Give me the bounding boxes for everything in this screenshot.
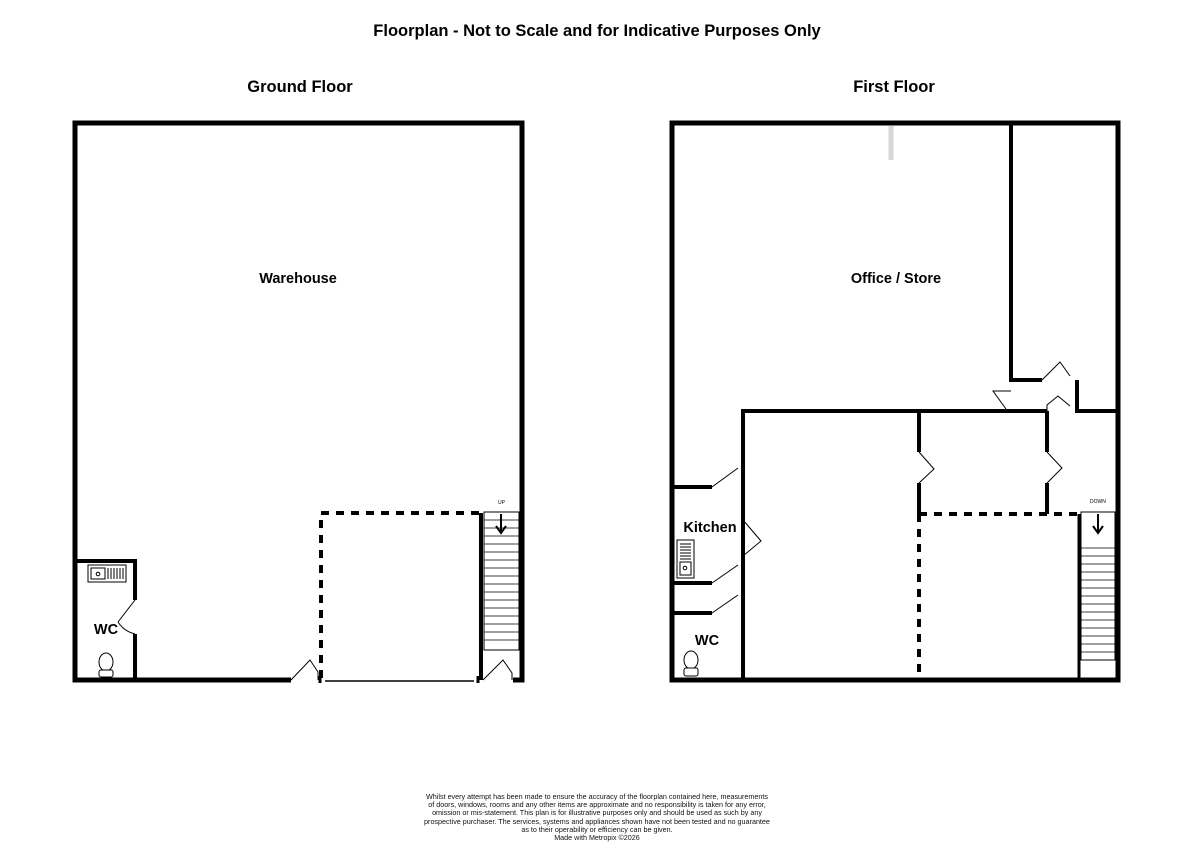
ground-outer-wall [75,123,522,680]
kitchen-label: Kitchen [683,520,737,536]
ground-stair-door [483,660,512,680]
office-store-label: Office / Store [850,271,942,287]
ground-stair [484,512,519,650]
ground-wc-door [118,600,135,634]
ground-floor-heading: Ground Floor [247,78,353,96]
store-wall [1011,123,1042,380]
first-wc-door [712,595,738,613]
ground-stair-label: UP [498,500,505,506]
disclaimer-line: omission or mis-statement. This plan is for illustrative purposes only and should be used as such by any [432,808,762,818]
ground-wc-label: WC [93,622,119,638]
disclaimer-line: prospective purchaser. The services, systems and appliances shown have not been tested and no guarantee [424,816,770,826]
page-title: Floorplan - Not to Scale and for Indicative Purposes Only [373,22,821,40]
ground-sink-icon [88,565,126,582]
disclaimer-line: Made with Metropix ©2026 [554,833,640,843]
disclaimer [347,793,847,842]
first-floor-heading: First Floor [853,78,935,96]
kitchen-door [743,520,761,556]
first-stair-label: DOWN [1090,499,1106,505]
ground-stair-arrow-icon [496,514,506,533]
kitchen-sink-icon [677,540,694,578]
corridor-wall [743,411,1047,680]
ground-floor-plan [75,123,522,683]
ground-entrance-door [291,660,318,680]
first-wc-label: WC [694,633,720,649]
first-dashed-area [919,514,1079,680]
disclaimer-line: of doors, windows, rooms and any other items are approximate and no responsibility is taken for any error, [428,800,766,810]
disclaimer-line: as to their operability or efficiency can be given. [521,824,673,834]
ground-toilet-icon [99,653,113,677]
first-stair [1081,512,1115,660]
store-door [1042,362,1070,380]
first-toilet-icon [684,651,698,676]
first-stair-arrow-icon [1093,514,1103,533]
ground-dashed-area [321,513,480,678]
first-floor-plan [672,123,1118,680]
warehouse-label: Warehouse [259,271,337,287]
disclaimer-line: Whilst every attempt has been made to ensure the accuracy of the floorplan contained here, measurements [426,792,768,801]
